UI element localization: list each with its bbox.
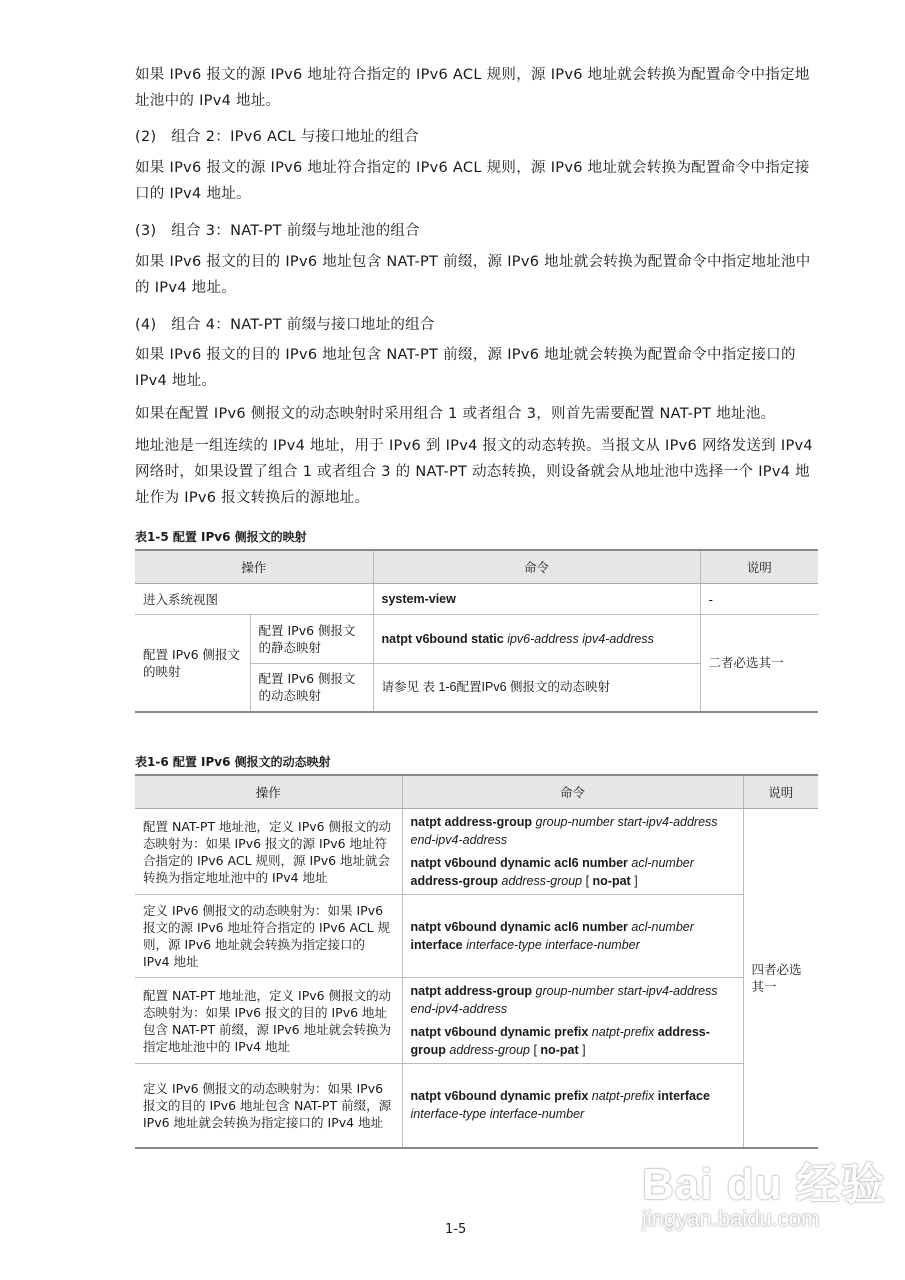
baidu-jingyan-watermark: [642, 1148, 886, 1232]
table-row: [135, 978, 818, 1064]
list-heading-3: (3) 组合 3：NAT-PT 前缀与地址池的组合: [135, 223, 420, 239]
command-text: 请参见 表 1-6配置IPv6 侧报文的动态映射: [381, 680, 610, 695]
command-argument: address-group: [501, 874, 586, 888]
watermark-url: jingyan.baidu.com: [642, 1206, 820, 1231]
paragraph: 地址池是一组连续的 IPv4 地址，用于 IPv6 到 IPv4 报文的动态转换。当报文从 IPv6 网络发送到 IPv4 网络时，如果设置了组合 1 或者组合 3 的 NAT-PT 动态转换，则设备就会从地址池中选择一个 IPv4 地址作为 IPv6 报文转换后的源地址。: [135, 438, 813, 506]
command-keyword: interface: [410, 938, 467, 952]
command-argument: natpt-prefix: [591, 1025, 658, 1039]
list-heading-2: (2) 组合 2：IPv6 ACL 与接口地址的组合: [135, 129, 420, 145]
note-cell: 二者必选其一: [700, 615, 818, 712]
operation-cell: 配置 NAT-PT 地址池，定义 IPv6 侧报文的动态映射为：如果 IPv6 报文的目的 IPv6 地址包含 NAT-PT 前缀，源 IPv6 地址就会转换为指定地址池中的 IPv4 地址: [135, 978, 402, 1064]
column-header: 操作: [135, 550, 373, 584]
command-argument: acl-number: [631, 856, 694, 870]
column-header: 命令: [402, 775, 743, 809]
command-line: [411, 854, 735, 890]
command-argument: group-number start-ipv4-address end-ipv4-address: [410, 815, 718, 847]
command-argument: ipv6-address ipv4-address: [507, 632, 654, 646]
operation-cell: 定义 IPv6 侧报文的动态映射为：如果 IPv6 报文的目的 IPv6 地址包含 NAT-PT 前缀，源 IPv6 地址就会转换为指定接口的 IPv4 地址: [135, 1064, 402, 1148]
command-cell: [402, 1064, 743, 1148]
operation-cell: 定义 IPv6 侧报文的动态映射为：如果 IPv6 报文的源 IPv6 地址符合指定的 IPv6 ACL 规则，源 IPv6 地址就会转换为指定接口的 IPv4 地址: [135, 895, 402, 978]
operation-cell: 配置 NAT-PT 地址池，定义 IPv6 侧报文的动态映射为：如果 IPv6 报文的源 IPv6 地址符合指定的 IPv6 ACL 规则，源 IPv6 地址就会转换为指定地址池中的 IPv4 地址: [135, 809, 402, 895]
command-text: [: [585, 874, 593, 888]
table-dynamic-mapping: [135, 774, 818, 1149]
command-keyword: no-pat: [592, 874, 631, 888]
watermark-brand: Bai du 经验: [642, 1160, 886, 1209]
command-keyword: natpt v6bound dynamic prefix: [410, 1025, 592, 1039]
command-cell: [402, 809, 743, 895]
table-static-mapping: [135, 549, 818, 713]
command-cell: [373, 664, 700, 712]
command-keyword: address-group: [410, 874, 502, 888]
command-cell: [373, 584, 700, 615]
command-keyword: natpt v6bound dynamic acl6 number: [410, 856, 632, 870]
command-argument: natpt-prefix: [591, 1089, 658, 1104]
command-argument: acl-number: [631, 920, 694, 934]
list-heading-4: (4) 组合 4：NAT-PT 前缀与接口地址的组合: [135, 317, 435, 333]
column-header: 操作: [135, 775, 402, 809]
paragraph: 如果在配置 IPv6 侧报文的动态映射时采用组合 1 或者组合 3，则首先需要配置 NAT-PT 地址池。: [135, 406, 776, 422]
table-header-row: [135, 550, 818, 584]
command-text: ]: [578, 1043, 586, 1057]
command-line: [411, 1023, 735, 1059]
command-keyword: natpt v6bound dynamic prefix: [410, 1089, 592, 1104]
command-keyword: natpt v6bound static: [381, 632, 508, 646]
operation-cell: 进入系统视图: [135, 584, 373, 615]
command-argument: address-group: [449, 1043, 534, 1057]
note-cell: -: [700, 584, 818, 615]
table-caption: 表1-5 配置 IPv6 侧报文的映射: [135, 530, 307, 544]
table-row: [135, 895, 818, 978]
command-keyword: no-pat: [540, 1043, 579, 1057]
command-keyword: interface: [657, 1089, 710, 1104]
operation-cell: 配置 IPv6 侧报文的动态映射: [250, 664, 373, 712]
table-header-row: [135, 775, 818, 809]
paragraph: 如果 IPv6 报文的目的 IPv6 地址包含 NAT-PT 前缀，源 IPv6 地址就会转换为配置命令中指定接口的 IPv4 地址。: [135, 347, 796, 389]
command-keyword: natpt address-group: [410, 815, 536, 829]
note-cell: 四者必选其一: [743, 809, 818, 1148]
command-keyword: address-group: [410, 1025, 710, 1057]
command-argument: interface-type interface-number: [410, 1107, 585, 1122]
command-cell: [402, 895, 743, 978]
command-line: [411, 1087, 735, 1123]
command-keyword: system-view: [381, 592, 456, 606]
operation-cell: 配置 IPv6 侧报文的静态映射: [250, 615, 373, 664]
command-line: [411, 982, 735, 1018]
command-argument: group-number start-ipv4-address end-ipv4-address: [410, 984, 718, 1016]
column-header: 说明: [700, 550, 818, 584]
table-row: [135, 1064, 818, 1148]
command-cell: [402, 978, 743, 1064]
command-keyword: natpt v6bound dynamic acl6 number: [410, 920, 632, 934]
command-line: [411, 813, 735, 849]
operation-group-cell: 配置 IPv6 侧报文的映射: [135, 615, 250, 712]
table-row: [135, 584, 818, 615]
page-number: 1-5: [445, 1222, 467, 1237]
command-line: [411, 918, 735, 954]
table-row: [135, 809, 818, 895]
paragraph: 如果 IPv6 报文的源 IPv6 地址符合指定的 IPv6 ACL 规则，源 IPv6 地址就会转换为配置命令中指定地址池中的 IPv4 地址。: [135, 67, 810, 109]
table-row: [135, 615, 818, 664]
command-cell: [373, 615, 700, 664]
command-text: [: [533, 1043, 541, 1057]
command-text: ]: [630, 874, 638, 888]
column-header: 命令: [373, 550, 700, 584]
command-keyword: natpt address-group: [410, 984, 536, 998]
paragraph: 如果 IPv6 报文的源 IPv6 地址符合指定的 IPv6 ACL 规则，源 IPv6 地址就会转换为配置命令中指定接口的 IPv4 地址。: [135, 160, 810, 202]
paragraph: 如果 IPv6 报文的目的 IPv6 地址包含 NAT-PT 前缀，源 IPv6 地址就会转换为配置命令中指定地址池中的 IPv4 地址。: [135, 254, 811, 296]
command-argument: interface-type interface-number: [466, 938, 640, 952]
table-caption: 表1-6 配置 IPv6 侧报文的动态映射: [135, 755, 331, 769]
column-header: 说明: [743, 775, 818, 809]
